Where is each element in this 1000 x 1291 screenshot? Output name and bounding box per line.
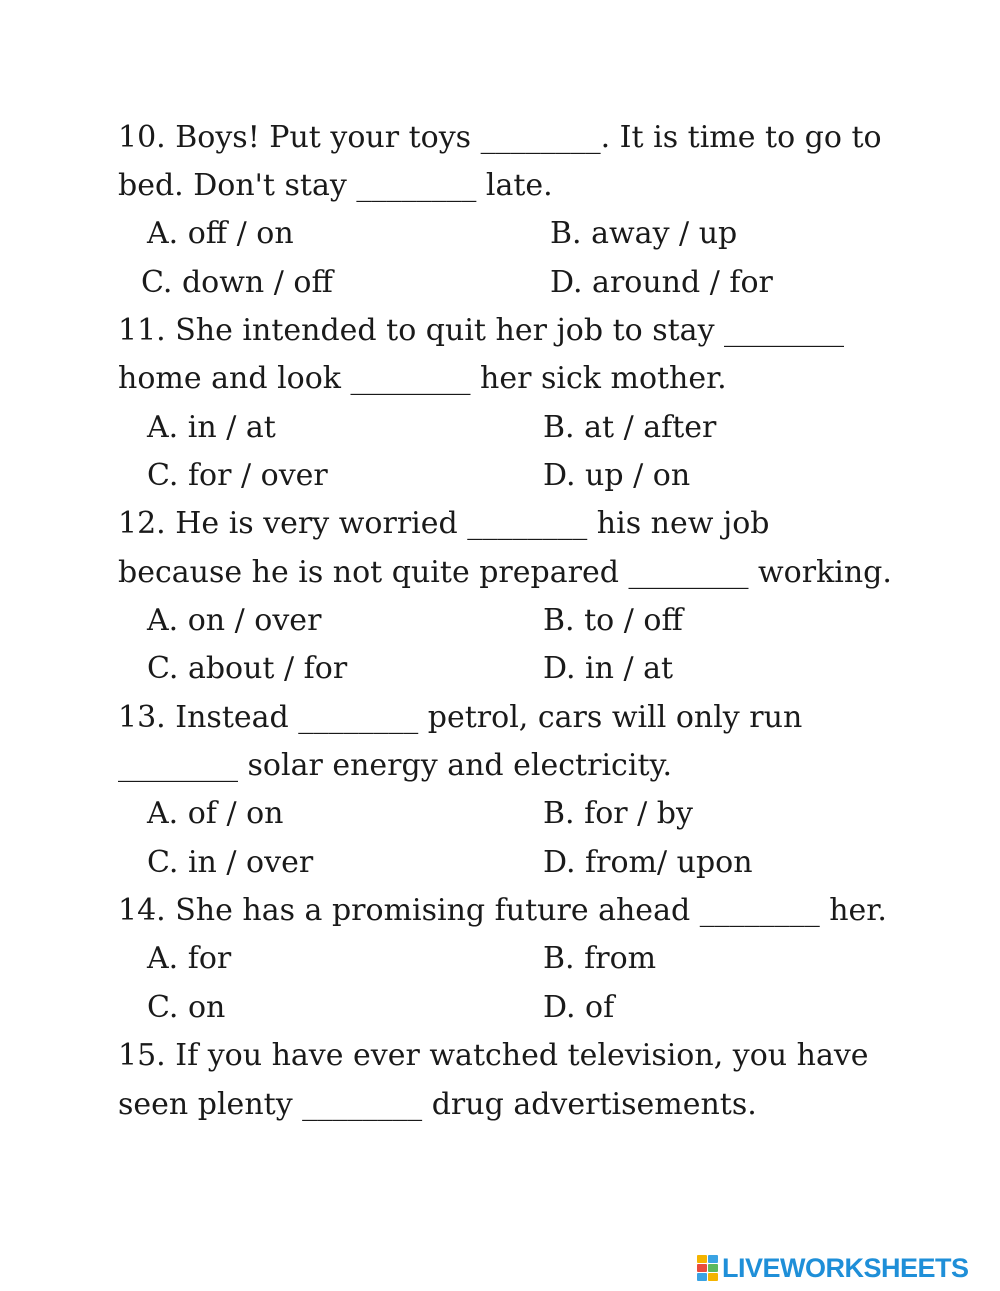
question-10-line-1: 10. Boys! Put your toys ________. It is time to go to [118, 120, 882, 155]
question-13-line-2: ________ solar energy and electricity. [118, 748, 673, 783]
question-12-line-1: 12. He is very worried ________ his new job [118, 506, 770, 541]
question-12-option-b[interactable]: B. to / off [543, 603, 683, 638]
question-13-option-a[interactable]: A. of / on [147, 796, 284, 831]
question-13-option-c[interactable]: C. in / over [147, 845, 314, 880]
question-12-option-c[interactable]: C. about / for [147, 651, 348, 686]
question-13-option-b[interactable]: B. for / by [543, 796, 693, 831]
question-14-line-1: 14. She has a promising future ahead ________ her. [118, 893, 887, 928]
question-12-line-2: because he is not quite prepared ________ working. [118, 555, 892, 590]
question-10-option-c[interactable]: C. down / off [141, 265, 333, 300]
liveworksheets-logo-icon [697, 1255, 717, 1281]
question-10-option-b[interactable]: B. away / up [550, 216, 738, 251]
question-11-option-d[interactable]: D. up / on [543, 458, 691, 493]
question-12-option-a[interactable]: A. on / over [147, 603, 322, 638]
liveworksheets-logo[interactable] [697, 1253, 969, 1283]
question-15-line-2: seen plenty ________ drug advertisements. [118, 1087, 757, 1122]
question-11-option-a[interactable]: A. in / at [147, 410, 276, 445]
question-13-option-d[interactable]: D. from/ upon [543, 845, 753, 880]
question-11-line-2: home and look ________ her sick mother. [118, 361, 727, 396]
question-15-line-1: 15. If you have ever watched television, you have [118, 1038, 869, 1073]
question-11-option-b[interactable]: B. at / after [543, 410, 717, 445]
question-14-option-a[interactable]: A. for [147, 941, 232, 976]
question-10-option-a[interactable]: A. off / on [147, 216, 294, 251]
question-11-option-c[interactable]: C. for / over [147, 458, 328, 493]
liveworksheets-logo-text: LIVEWORKSHEETS [722, 1253, 969, 1283]
question-10-option-d[interactable]: D. around / for [550, 265, 773, 300]
question-14-option-c[interactable]: C. on [147, 990, 226, 1025]
question-14-option-d[interactable]: D. of [543, 990, 615, 1025]
question-11-line-1: 11. She intended to quit her job to stay ________ [118, 313, 845, 348]
question-13-line-1: 13. Instead ________ petrol, cars will only run [118, 700, 803, 735]
question-10-line-2: bed. Don't stay ________ late. [118, 168, 553, 203]
question-12-option-d[interactable]: D. in / at [543, 651, 674, 686]
question-14-option-b[interactable]: B. from [543, 941, 657, 976]
